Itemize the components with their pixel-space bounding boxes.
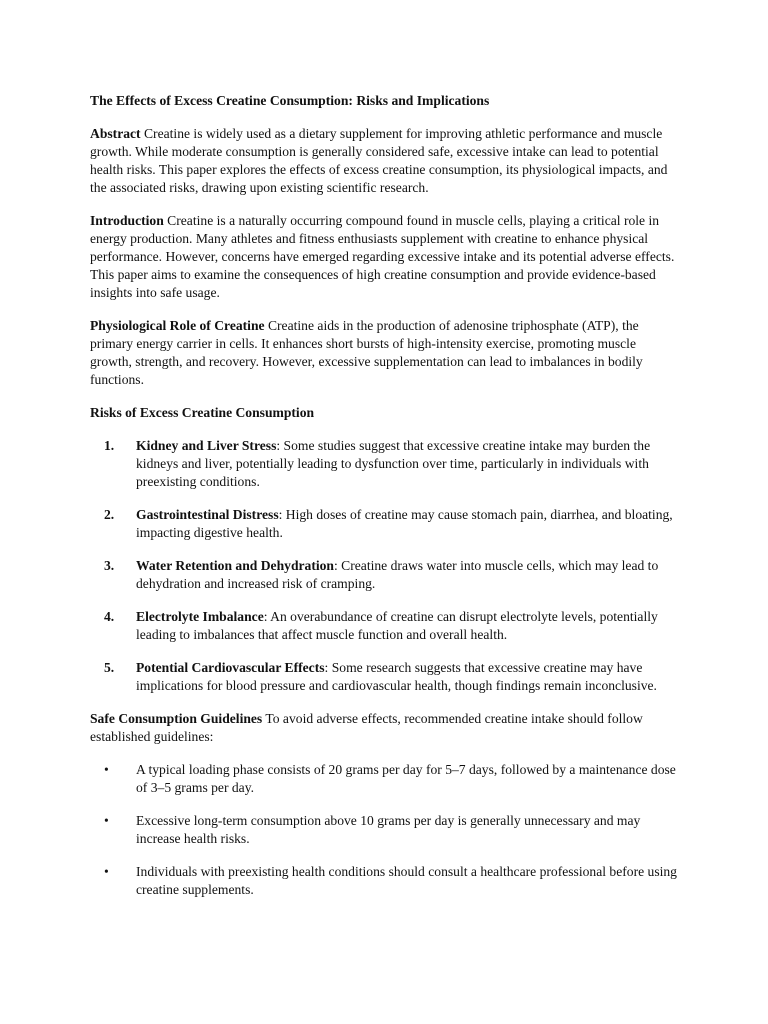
list-term: Gastrointestinal Distress: [136, 507, 279, 522]
list-text: Excessive long-term consumption above 10 grams per day is generally unnecessary and may increase health risks.: [136, 813, 641, 846]
list-item: [90, 863, 678, 899]
list-text: A typical loading phase consists of 20 grams per day for 5–7 days, followed by a maintenance dose of 3–5 grams per day.: [136, 762, 676, 795]
list-item: [90, 437, 678, 491]
list-item: [90, 812, 678, 848]
bullet-icon: •: [104, 864, 109, 879]
introduction-text: Creatine is a naturally occurring compound found in muscle cells, playing a critical role in energy production. Many athletes and fitness enthusiasts supplement with creatine to enhance physical performance. However, concerns have emerged regarding excessive intake and its potential adverse effects. This paper aims to examine the consequences of high creatine consumption and provide evidence-based insights into safe usage.: [90, 213, 675, 300]
physiological-paragraph: [90, 317, 678, 389]
risks-list: [90, 437, 678, 695]
list-number: 4.: [104, 609, 115, 624]
physiological-text: Creatine aids in the production of adenosine triphosphate (ATP), the primary energy carrier in cells. It enhances short bursts of high-intensity exercise, promoting muscle growth, strength, and recovery. However, excessive supplementation can lead to imbalances in bodily functions.: [90, 318, 643, 387]
list-item: [90, 761, 678, 797]
bullet-icon: •: [104, 762, 109, 777]
list-text: : An overabundance of creatine can disrupt electrolyte levels, potentially leading to imbalances that affect muscle function and overall health.: [136, 609, 658, 642]
list-term: Potential Cardiovascular Effects: [136, 660, 325, 675]
list-text: : Creatine draws water into muscle cells, which may lead to dehydration and increased risk of cramping.: [136, 558, 659, 591]
bullet-icon: •: [104, 813, 109, 828]
list-term: Kidney and Liver Stress: [136, 438, 277, 453]
list-item: [90, 506, 678, 542]
list-number: 5.: [104, 660, 115, 675]
page-title: The Effects of Excess Creatine Consumption: Risks and Implications: [90, 93, 490, 108]
list-number: 2.: [104, 507, 115, 522]
list-item: [90, 659, 678, 695]
physiological-heading: Physiological Role of Creatine: [90, 318, 265, 333]
list-number: 3.: [104, 558, 115, 573]
introduction-paragraph: [90, 212, 678, 302]
guidelines-heading: Safe Consumption Guidelines: [90, 711, 263, 726]
list-number: 1.: [104, 438, 115, 453]
list-text: Individuals with preexisting health conditions should consult a healthcare professional before using creatine supplements.: [136, 864, 677, 897]
risks-heading: Risks of Excess Creatine Consumption: [90, 405, 315, 420]
list-item: [90, 608, 678, 644]
guidelines-text: To avoid adverse effects, recommended creatine intake should follow established guidelines:: [90, 711, 643, 744]
list-term: Water Retention and Dehydration: [136, 558, 334, 573]
list-text: : High doses of creatine may cause stomach pain, diarrhea, and bloating, impacting digestive health.: [136, 507, 673, 540]
guidelines-list: [90, 761, 678, 899]
guidelines-paragraph: [90, 710, 678, 746]
abstract-text: Creatine is widely used as a dietary supplement for improving athletic performance and muscle growth. While moderate consumption is generally considered safe, excessive intake can lead to potential health risks. This paper explores the effects of excess creatine consumption, its physiological impacts, and the associated risks, drawing upon existing scientific research.: [90, 126, 668, 195]
list-term: Electrolyte Imbalance: [136, 609, 264, 624]
list-text: : Some research suggests that excessive creatine may have implications for blood pressure and cardiovascular health, though findings remain inconclusive.: [136, 660, 657, 693]
list-text: : Some studies suggest that excessive creatine intake may burden the kidneys and liver, potentially leading to dysfunction over time, particularly in individuals with preexisting conditions.: [136, 438, 651, 489]
list-item: [90, 557, 678, 593]
introduction-heading: Introduction: [90, 213, 164, 228]
abstract-heading: Abstract: [90, 126, 141, 141]
abstract-paragraph: [90, 125, 678, 197]
